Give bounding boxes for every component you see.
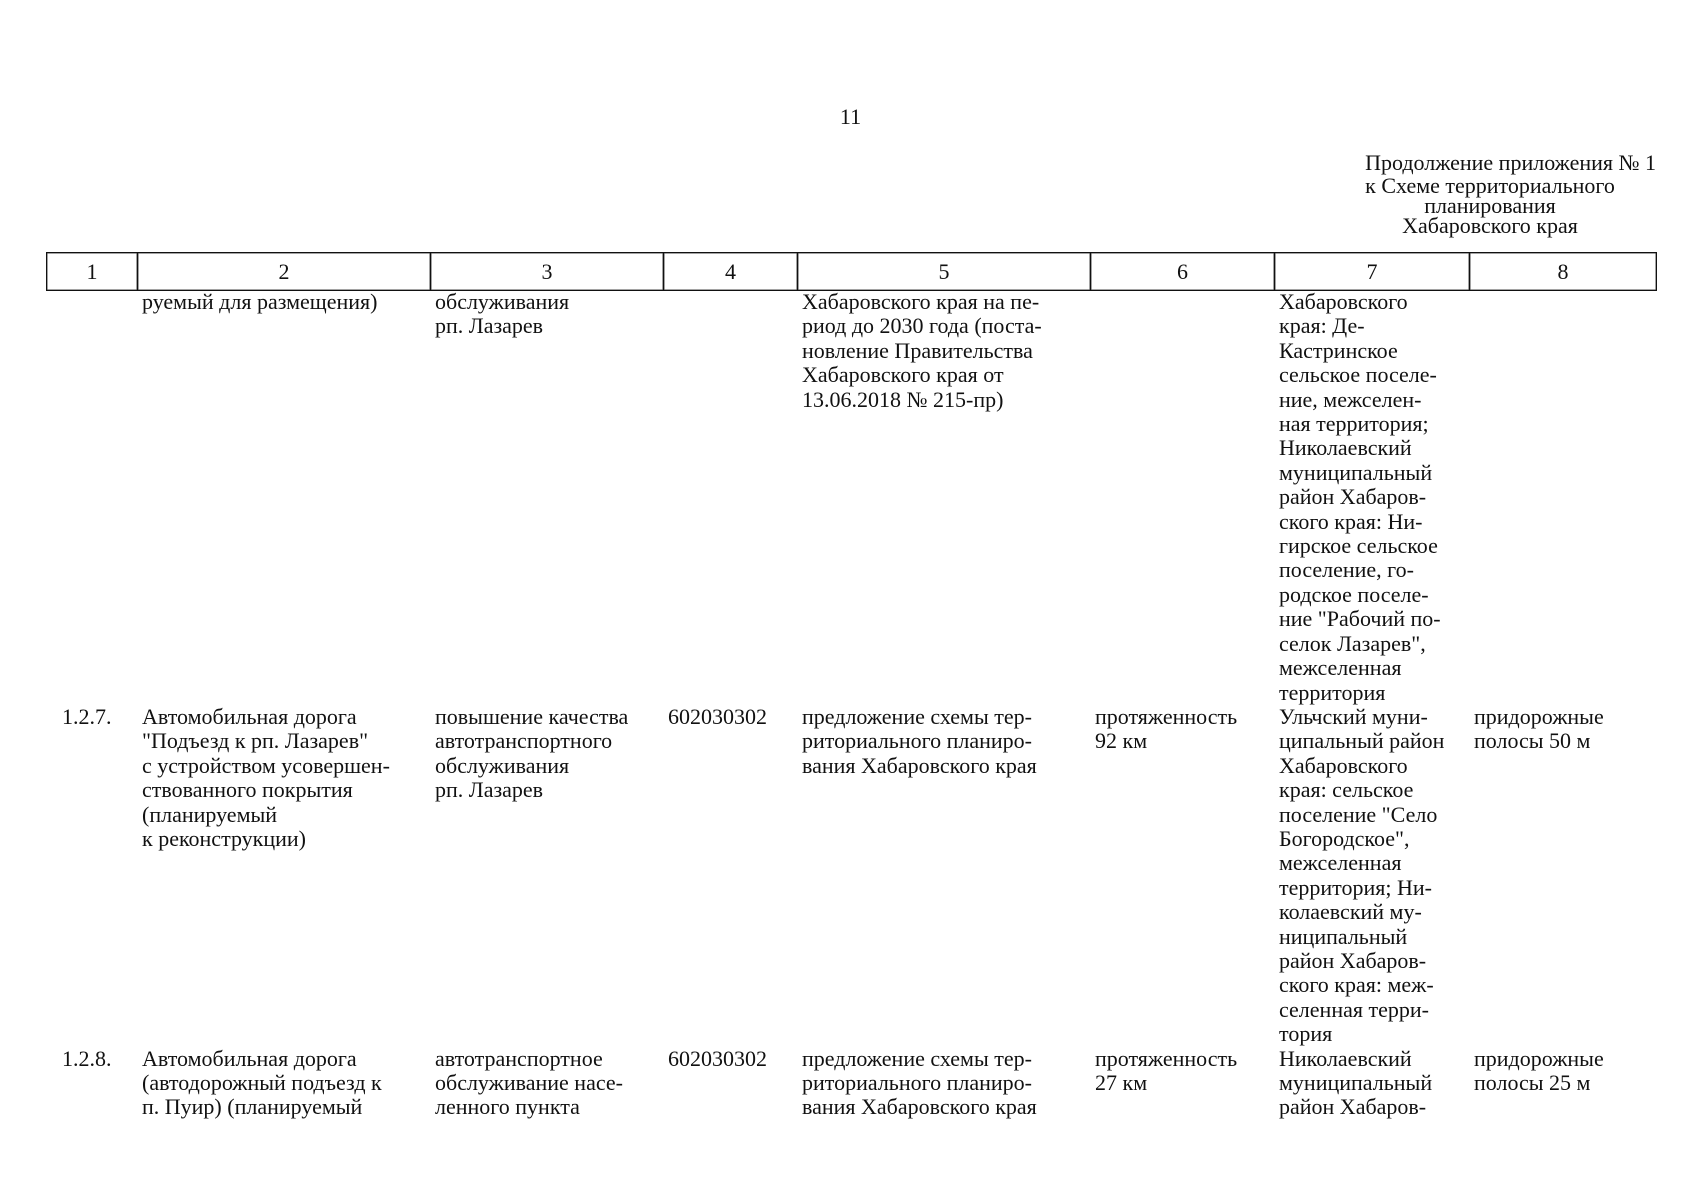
table-row xyxy=(46,290,1656,705)
header-row xyxy=(47,253,1657,291)
object-characteristics: протяженность 92 км xyxy=(1095,703,1238,754)
object-purpose: обслуживания рп. Лазарев xyxy=(435,289,570,339)
column-header-8: 8 xyxy=(1470,253,1657,291)
row-number xyxy=(46,290,137,705)
object-characteristics: протяженность 27 км xyxy=(1095,1045,1238,1095)
table-row xyxy=(46,1047,1656,1120)
column-header-3: 3 xyxy=(431,253,664,291)
header-line-4: Хабаровского края xyxy=(1402,213,1578,238)
object-location: Николаевский муниципальный район Хабаров- xyxy=(1279,1045,1433,1120)
object-name: Автомобильная дорога (автодорожный подъезд к п. Пуир) (планируемый xyxy=(142,1045,382,1120)
table-row xyxy=(46,705,1656,1047)
object-code: 602030302 xyxy=(668,703,767,729)
object-zones: придорожные полосы 50 м xyxy=(1474,703,1604,754)
object-name: Автомобильная дорога "Подъезд к рп. Лазарев" с устройством усовершен- ствованного покрытия (планируемый к реконструкции) xyxy=(142,703,390,851)
row-number: 1.2.8. xyxy=(62,1045,112,1071)
object-characteristics xyxy=(1090,290,1274,705)
appendix-header xyxy=(1300,150,1680,236)
object-location: Хабаровского края: Де- Кастринское сельское поселе- ние, межселен- ная территория; Николаевский муниципальный район Хабаров- ского края: Ни- гирское сельское поселение, го- родское поселе- ние "Рабочий по- селок Лазарев", межселенная территория xyxy=(1279,289,1441,705)
objects-table xyxy=(46,290,1656,1120)
object-basis: Хабаровского края на пе- риод до 2030 года (поста- новление Правительства Хабаровского края от 13.06.2018 № 215-пр) xyxy=(802,289,1042,412)
column-header-5: 5 xyxy=(798,253,1091,291)
object-name: руемый для размещения) xyxy=(142,289,378,314)
header-line-1: Продолжение приложения № 1 xyxy=(1365,150,1656,175)
object-basis: предложение схемы тер- риториального планиро- вания Хабаровского края xyxy=(802,703,1037,778)
header-line-3: планирования xyxy=(1424,193,1556,218)
column-header-2: 2 xyxy=(138,253,431,291)
column-header-4: 4 xyxy=(664,253,798,291)
object-location: Ульчский муни- ципальный район Хабаровского края: сельское поселение "Село Богородское", межселенная территория; Ни- колаевский му- ниципальный район Хабаров- ского края: меж- селенная терри- тория xyxy=(1279,703,1445,1047)
object-purpose: автотранспортное обслуживание насе- ленного пункта xyxy=(435,1045,623,1120)
object-code xyxy=(663,290,797,705)
page-number: 11 xyxy=(839,104,862,129)
column-header-1: 1 xyxy=(47,253,138,291)
object-code: 602030302 xyxy=(668,1045,767,1071)
object-purpose: повышение качества автотранспортного обслуживания рп. Лазарев xyxy=(435,703,629,803)
object-zones xyxy=(1469,290,1656,705)
row-number: 1.2.7. xyxy=(62,703,112,729)
header-line-2: к Схеме территориального xyxy=(1365,173,1615,198)
column-number-header xyxy=(46,252,1657,291)
column-header-6: 6 xyxy=(1091,253,1275,291)
column-header-7: 7 xyxy=(1275,253,1470,291)
object-basis: предложение схемы тер- риториального планиро- вания Хабаровского края xyxy=(802,1045,1037,1120)
object-zones: придорожные полосы 25 м xyxy=(1474,1045,1604,1095)
